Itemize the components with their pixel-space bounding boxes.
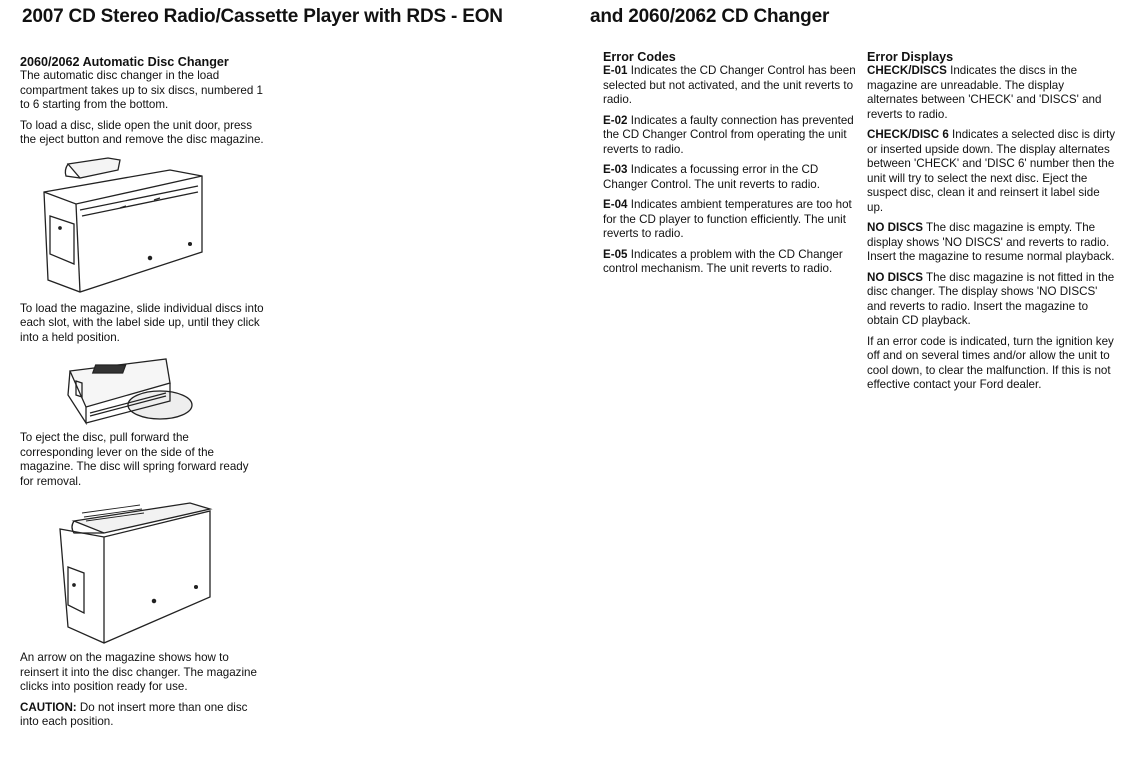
error-code-text: Indicates a problem with the CD Changer control mechanism. The unit reverts to radio. [603, 247, 843, 275]
error-display-text: Indicates a selected disc is dirty or inserted upside down. The display alternates between 'CHECK' and 'DISC 6' number then the unit will try to select the next disc. Eject the suspect disc, clean it and reinsert it label side up. [867, 128, 1116, 214]
error-code-entry [603, 114, 858, 158]
error-display-label: NO DISCS [867, 270, 924, 284]
error-code-text: Indicates the CD Changer Control has been selected but not activated, and the unit reverts to radio. [603, 64, 856, 106]
error-code-label: E-02 [603, 113, 628, 127]
error-code-text: Indicates a faulty connection has prevented the CD Changer Control from operating the unit reverts to radio. [603, 113, 854, 156]
error-code-entry [603, 64, 858, 108]
error-display-text: Indicates the discs in the magazine are unreadable. The display alternates between 'CHECK' and 'DISCS' and reverts to radio. [867, 64, 1102, 121]
error-code-label: E-05 [603, 247, 628, 261]
error-displays-section [867, 50, 1117, 393]
error-code-label: E-01 [603, 64, 628, 77]
error-displays-heading: Error Displays [867, 50, 954, 64]
caution-text: Do not insert more than one disc into each position. [20, 700, 248, 728]
error-display-entry [867, 64, 1117, 122]
error-display-text: The disc magazine is not fitted in the disc changer. The display shows 'NO DISCS' and reverts to radio. Insert the magazine to obtain CD playback. [867, 270, 1115, 327]
troubleshooting-paragraph: If an error code is indicated, turn the ignition key off and on several times and/or allow the unit to cool down, to clear the malfunction. If this is not effective contact your Ford dealer. [867, 334, 1114, 391]
error-display-text: The disc magazine is empty. The display shows 'NO DISCS' and reverts to radio. Insert the magazine to resume normal playback. [867, 221, 1115, 263]
error-code-text: Indicates a focussing error in the CD Changer Control. The unit reverts to radio. [603, 163, 820, 191]
error-codes-heading: Error Codes [603, 50, 676, 64]
changer-capacity-paragraph: The automatic disc changer in the load compartment takes up to six discs, numbered 1 to 6 starting from the bottom. [20, 69, 263, 111]
error-code-entry [603, 248, 858, 277]
disc-magazine-illustration [20, 353, 265, 425]
caution-label: CAUTION: [20, 700, 77, 714]
page-title-right: and 2060/2062 CD Changer [590, 6, 830, 27]
reinsert-magazine-paragraph: An arrow on the magazine shows how to reinsert it into the disc changer. The magazine clicks into position ready for use. [20, 651, 257, 693]
error-display-label: CHECK/DISC 6 [867, 128, 949, 141]
error-display-entry [867, 271, 1117, 329]
error-display-entry [867, 128, 1117, 215]
disc-changer-unit-illustration [20, 156, 265, 296]
error-display-label: CHECK/DISCS [867, 64, 947, 77]
load-magazine-paragraph: To load the magazine, slide individual discs into each slot, with the label side up, until they click into a held position. [20, 301, 264, 344]
error-code-label: E-04 [603, 198, 628, 211]
error-codes-section [603, 50, 858, 277]
error-code-entry [603, 198, 858, 242]
error-display-label: NO DISCS [867, 221, 924, 234]
error-display-entry [867, 221, 1117, 265]
disc-changer-section [20, 55, 265, 730]
error-code-label: E-03 [603, 163, 628, 176]
magazine-insert-illustration [20, 497, 265, 645]
disc-changer-heading: 2060/2062 Automatic Disc Changer [20, 55, 229, 69]
page-title-left: 2007 CD Stereo Radio/Cassette Player with RDS - EON [22, 6, 503, 27]
error-code-text: Indicates ambient temperatures are too hot for the CD player to function efficiently. The unit reverts to radio. [603, 198, 852, 240]
load-disc-paragraph: To load a disc, slide open the unit door, press the eject button and remove the disc magazine. [20, 118, 264, 146]
error-code-entry [603, 163, 858, 192]
caution-note [20, 701, 265, 730]
eject-disc-paragraph: To eject the disc, pull forward the corresponding lever on the side of the magazine. The disc will spring forward ready for removal. [20, 431, 249, 488]
